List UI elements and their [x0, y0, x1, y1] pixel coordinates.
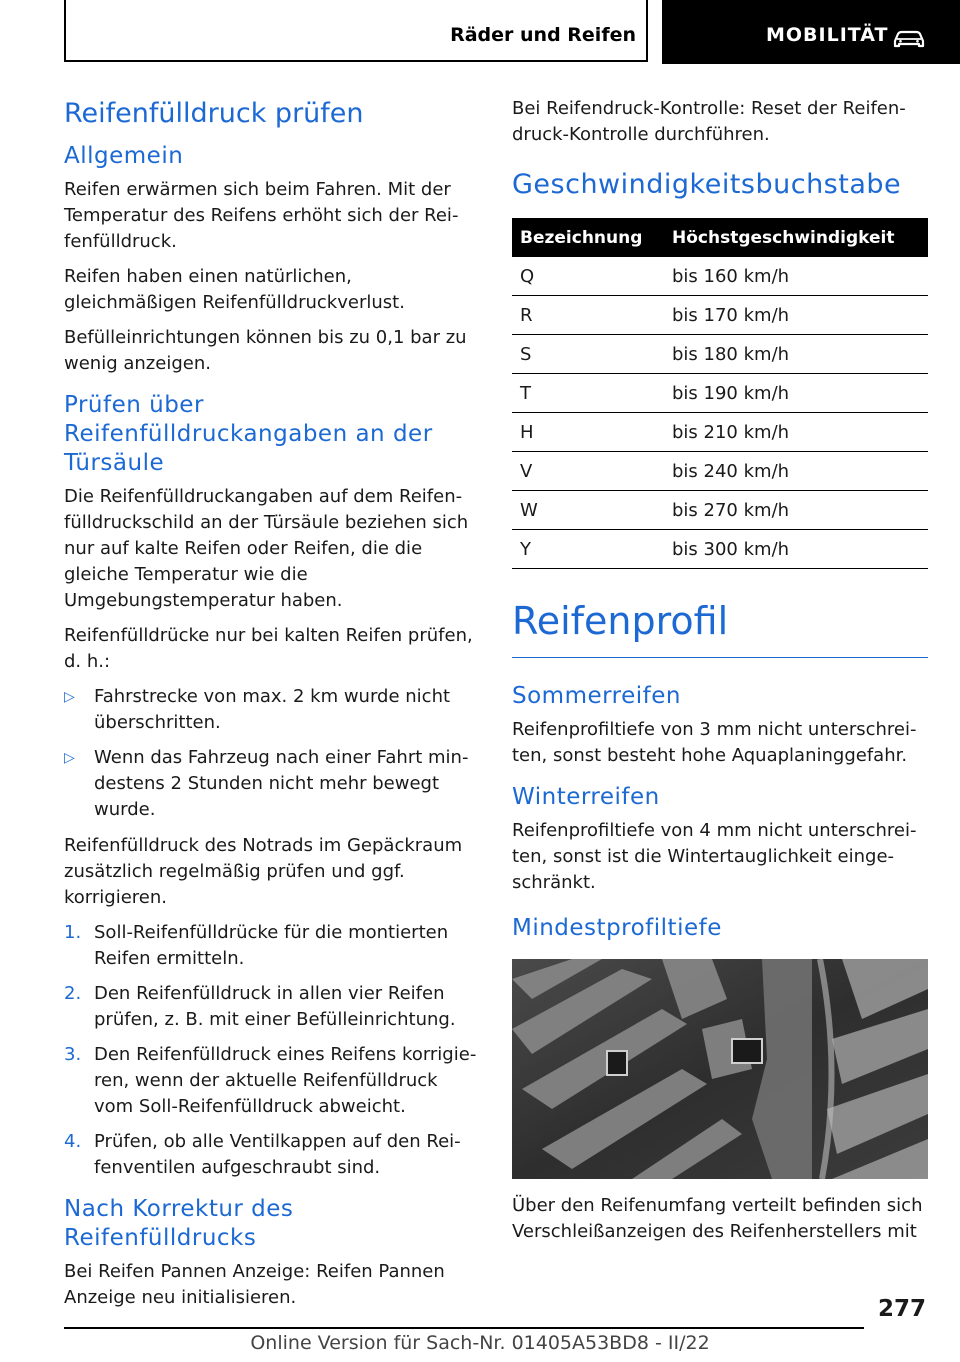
step-text: Prüfen, ob alle Ventilkappen auf den Reifenventilen aufgeschraubt sind.: [94, 1131, 461, 1178]
table-cell: W: [512, 491, 664, 530]
car-icon: [892, 29, 926, 49]
triangle-bullet-icon: ▷: [64, 750, 75, 766]
list-item-text: Wenn das Fahrzeug nach einer Fahrt mindestens 2 Stunden nicht mehr bewegt wurde.: [94, 747, 469, 820]
paragraph: Bei Reifen Pannen Anzeige: Reifen Pannen Anzeige neu initialisieren.: [64, 1261, 445, 1308]
speed-table: [512, 218, 928, 569]
heading-tire-profile: Reifenprofil: [512, 597, 928, 658]
left-column: [64, 96, 482, 1320]
header-section-title: Räder und Reifen: [450, 24, 636, 46]
table-cell: bis 300 km/h: [664, 530, 928, 569]
step-list: [64, 920, 482, 1181]
table-cell: bis 160 km/h: [664, 257, 928, 296]
list-item: [64, 920, 482, 972]
header-chapter-box: [662, 0, 960, 64]
column-header: Höchstgeschwindigkeit: [672, 227, 895, 248]
heading-summer-tires: Sommerreifen: [512, 683, 681, 709]
list-item: [64, 1129, 482, 1181]
table-header-row: [512, 218, 928, 257]
step-number: 1.: [64, 922, 82, 943]
paragraph: Reifenprofiltiefe von 4 mm nicht unterschreiten, sonst ist die Wintertauglichkeit eingeschränkt.: [512, 820, 917, 893]
list-item-text: Fahrstrecke von max. 2 km wurde nicht überschritten.: [94, 686, 451, 733]
table-row: [512, 374, 928, 413]
column-header: Bezeichnung: [520, 227, 643, 248]
list-item: [64, 745, 482, 823]
step-text: Den Reifenfülldruck eines Reifens korrigieren, wenn der aktuelle Reifenfülldruck vom Soll-Reifenfülldruck abweicht.: [94, 1044, 477, 1117]
table-cell: T: [512, 374, 664, 413]
heading-general: Allgemein: [64, 143, 184, 169]
table-cell: bis 190 km/h: [664, 374, 928, 413]
step-number: 2.: [64, 983, 82, 1004]
table-row: [512, 530, 928, 569]
table-cell: bis 180 km/h: [664, 335, 928, 374]
step-text: Den Reifenfülldruck in allen vier Reifen prüfen, z. B. mit einer Befülleinrichtung.: [94, 983, 456, 1030]
step-number: 4.: [64, 1131, 82, 1152]
paragraph: Befülleinrichtungen können bis zu 0,1 bar zu wenig anzeigen.: [64, 327, 467, 374]
list-item: [64, 684, 482, 736]
table-cell: bis 210 km/h: [664, 413, 928, 452]
page-title: Reifenfülldruck prüfen: [64, 98, 364, 129]
paragraph: Über den Reifenumfang verteilt befinden sich Verschleißanzeigen des Reifenherstellers mit: [512, 1195, 923, 1242]
table-cell: bis 270 km/h: [664, 491, 928, 530]
heading-min-tread-depth: Mindestprofiltiefe: [512, 915, 722, 941]
heading-after-correction: Nach Korrektur des Reifenfülldrucks: [64, 1196, 294, 1251]
paragraph: Bei Reifendruck-Kontrolle: Reset der Reifendruck-Kontrolle durchführen.: [512, 98, 906, 145]
paragraph: Reifen haben einen natürlichen, gleichmäßigen Reifenfülldruckverlust.: [64, 266, 405, 313]
paragraph: Die Reifenfülldruckangaben auf dem Reifenfülldruckschild an der Türsäule beziehen sich nur auf kalte Reifen oder Reifen, die die gleiche Temperatur wie die Umgebungstemperatur haben.: [64, 486, 469, 611]
table-cell: S: [512, 335, 664, 374]
right-column: [512, 96, 928, 1254]
table-row: [512, 413, 928, 452]
footer-divider: [64, 1327, 864, 1329]
paragraph: Reifen erwärmen sich beim Fahren. Mit der Temperatur des Reifens erhöht sich der Reifenfülldruck.: [64, 179, 459, 252]
step-number: 3.: [64, 1044, 82, 1065]
heading-winter-tires: Winterreifen: [512, 784, 660, 810]
table-cell: H: [512, 413, 664, 452]
paragraph: Reifenfülldrücke nur bei kalten Reifen prüfen, d. h.:: [64, 625, 473, 672]
table-row: [512, 335, 928, 374]
paragraph: Reifenprofiltiefe von 3 mm nicht unterschreiten, sonst besteht hohe Aquaplaninggefahr.: [512, 719, 917, 766]
paragraph: Reifenfülldruck des Notrads im Gepäckraum zusätzlich regelmäßig prüfen und ggf. korrigieren.: [64, 835, 463, 908]
bullet-list: [64, 684, 482, 823]
step-text: Soll-Reifenfülldrücke für die montierten Reifen ermitteln.: [94, 922, 449, 969]
table-cell: bis 240 km/h: [664, 452, 928, 491]
list-item: [64, 981, 482, 1033]
table-cell: bis 170 km/h: [664, 296, 928, 335]
list-item: [64, 1042, 482, 1120]
tire-tread-photo: [512, 959, 928, 1179]
header-section-box: [64, 0, 648, 62]
table-cell: Q: [512, 257, 664, 296]
header-chapter-title: MOBILITÄT: [766, 24, 889, 46]
heading-door-pillar: Prüfen über Reifenfülldruckangaben an der Türsäule: [64, 392, 433, 476]
footer-online-version: Online Version für Sach-Nr. 01405A53BD8 - II/22: [250, 1332, 710, 1354]
table-row: [512, 257, 928, 296]
table-row: [512, 296, 928, 335]
table-row: [512, 491, 928, 530]
triangle-bullet-icon: ▷: [64, 689, 75, 705]
table-cell: R: [512, 296, 664, 335]
table-row: [512, 452, 928, 491]
heading-speed-letter: Geschwindigkeitsbuchstabe: [512, 169, 902, 200]
table-cell: Y: [512, 530, 664, 569]
page-number: 277: [877, 1296, 926, 1322]
table-cell: V: [512, 452, 664, 491]
